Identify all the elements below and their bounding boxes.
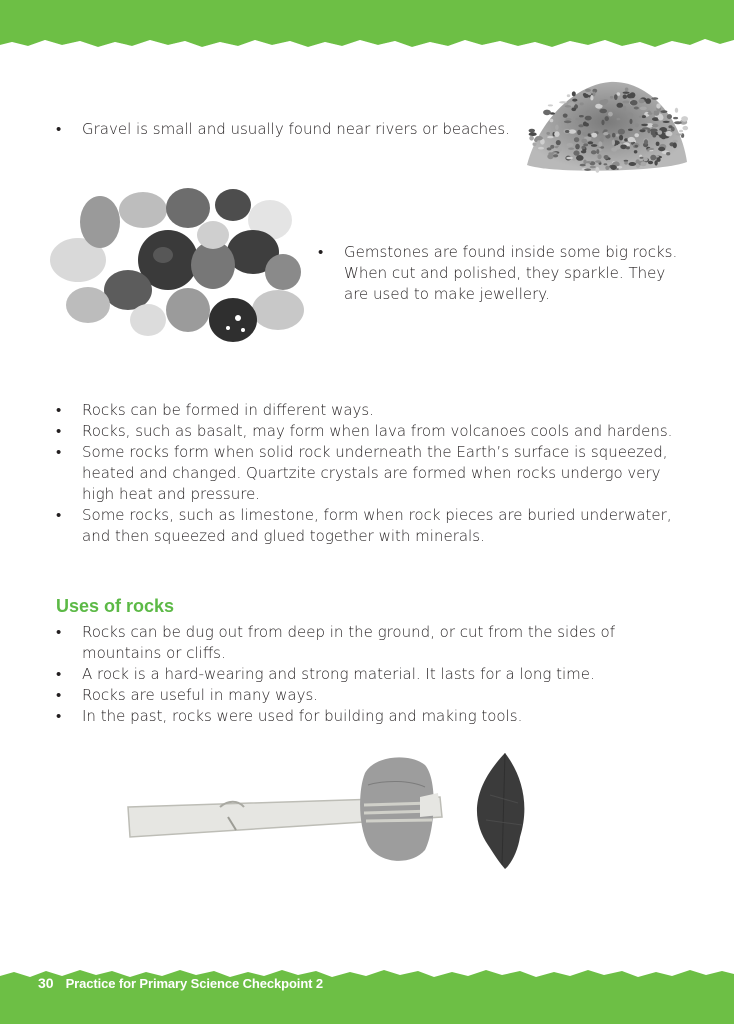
gravel-pebble [623, 106, 627, 112]
gravel-pebble [572, 91, 576, 96]
gravel-pebble [615, 145, 620, 150]
gravel-pebble [658, 147, 665, 151]
gravel-pebble [652, 134, 656, 138]
gravel-pebble [607, 160, 610, 162]
gravel-pebble [614, 94, 618, 100]
gravel-pebble [629, 162, 637, 166]
gravel-pebble [658, 115, 664, 121]
gravel-pebble [556, 140, 561, 145]
gravel-pebble [554, 131, 559, 137]
gravel-pebble [640, 157, 644, 159]
gravel-pebble [538, 147, 544, 150]
gravel-pebble [590, 166, 596, 168]
gravel-pebble [584, 169, 591, 171]
stone-tools-image [120, 745, 540, 875]
gravel-pebble [640, 107, 647, 111]
list-item: • Rocks are useful in many ways. [56, 685, 676, 706]
top-banner [0, 0, 734, 54]
gravel-pebble [634, 107, 639, 110]
gravel-pebble [547, 154, 553, 159]
gravel-pebble [652, 124, 658, 128]
list-item: • Rocks, such as basalt, may form when lava from volcanoes cools and hardens. [56, 421, 676, 442]
gravel-pebble [630, 92, 636, 98]
gravel-pebble [547, 147, 552, 150]
gravel-pebble [546, 132, 550, 135]
gravel-pebble [577, 130, 581, 135]
gravel-pebble [663, 121, 670, 123]
gravel-pebble [553, 154, 558, 157]
gravel-pebble [586, 110, 590, 116]
gravel-pebble [654, 111, 660, 116]
gravel-pebble [634, 145, 638, 148]
gravel-pebble [617, 118, 621, 120]
gravel-pebble [581, 139, 587, 144]
gravel-pebble [550, 119, 554, 123]
gravel-pebble [583, 93, 587, 96]
gravel-pebble [535, 136, 543, 140]
gravel-pebble [624, 138, 628, 141]
gravel-pebble [668, 125, 672, 128]
gravel-pebble [543, 110, 551, 116]
gravel-pebble [624, 160, 629, 162]
gravel-pebble [604, 163, 608, 165]
gravel-pebble [627, 112, 633, 118]
gravel-pebble [563, 114, 568, 118]
gravel-pebble [548, 104, 553, 106]
gravel-pebble [604, 155, 609, 159]
gravel-pebble [641, 124, 648, 126]
gravel-pebble [659, 135, 666, 138]
gravel-pebble [673, 142, 677, 148]
gravel-pebble [648, 161, 653, 165]
gravel-pebble [630, 119, 633, 124]
gravel-pebble [656, 103, 660, 108]
gravel-pebble [581, 146, 585, 150]
gemstones-image [38, 180, 304, 346]
gravel-pebble [623, 95, 627, 99]
gravel-pebble [593, 92, 596, 97]
gravel-pebble [564, 120, 572, 123]
gravel-pebble [565, 118, 571, 120]
gravel-bullets [56, 119, 516, 140]
gravel-pebble [600, 146, 604, 148]
gravel-pebble [574, 137, 579, 142]
list-item: • Some rocks, such as limestone, form when rock pieces are buried underwater, and then squeezed and glued together with minerals. [56, 505, 676, 547]
gravel-pebble [575, 144, 580, 150]
rock-formation-bullets [56, 400, 676, 547]
gravel-pebble [665, 131, 672, 137]
gravel-pebble [620, 145, 627, 150]
gravel-pebble [569, 129, 577, 133]
gravel-pebble [651, 97, 658, 100]
gravel-pebble [601, 120, 604, 126]
gravel-pebble [580, 164, 586, 167]
gravel-pebble [610, 96, 614, 99]
gravel-pebble [681, 116, 688, 122]
gravel-pebble [555, 125, 559, 131]
gravel-pebble [634, 133, 639, 137]
gravel-pebble [603, 132, 608, 135]
gravel-pebble [611, 165, 617, 170]
gravel-pebble [565, 105, 571, 107]
gravel-pebble [581, 150, 586, 153]
gravel-pebble [566, 143, 573, 147]
gravel-pebble [616, 134, 619, 137]
gravel-pebble [547, 136, 553, 138]
gravel-pebble [666, 152, 670, 155]
gravel-pebble [585, 116, 592, 121]
section-heading: Uses of rocks [56, 596, 175, 616]
gravel-pebble [639, 129, 645, 132]
gravel-pebble [605, 116, 609, 121]
gemstones-bullets [318, 242, 678, 305]
gravel-pebble [656, 142, 660, 146]
gravel-pebble [596, 149, 599, 154]
gravel-pebble [588, 131, 593, 134]
gravel-pebble [591, 144, 597, 147]
page-footer [38, 975, 323, 991]
gravel-pebble [628, 137, 636, 142]
uses-bullets [56, 622, 676, 727]
gravel-pebble [660, 110, 667, 113]
gravel-pebble [642, 115, 646, 118]
gravel-pebble [572, 99, 577, 102]
gravel-pebble [630, 100, 638, 105]
gravel-pebble [529, 136, 534, 141]
gravel-pebble [634, 150, 638, 153]
list-item: • Some rocks form when solid rock underneath the Earth’s surface is squeezed, heated and changed. Quartzite crystals are formed when rocks undergo very high heat and pressure. [56, 442, 676, 505]
gravel-pebble [585, 89, 591, 92]
list-item: • Gemstones are found inside some big rocks. When cut and polished, they sparkle. They are used to make jewellery. [318, 242, 678, 305]
gravel-pebble [578, 124, 583, 127]
gravel-pebble [529, 129, 535, 133]
gravel-pebble [608, 112, 613, 117]
list-item: • Rocks can be formed in different ways. [56, 400, 676, 421]
gravel-pebble [595, 167, 599, 173]
gravel-image [512, 70, 694, 188]
gravel-pebble [533, 142, 537, 146]
gravel-pebble [612, 140, 615, 146]
gravel-pebble [599, 109, 607, 114]
gravel-pebble [543, 128, 547, 134]
gravel-pebble [566, 157, 573, 160]
gravel-pebble [597, 154, 601, 159]
gravel-pebble [571, 108, 576, 112]
gravel-pebble [580, 102, 584, 105]
list-item: • Gravel is small and usually found near rivers or beaches. [56, 119, 516, 140]
gravel-pebble [591, 150, 597, 154]
gravel-pebble [595, 160, 601, 163]
gravel-pebble [679, 130, 683, 133]
gravel-pebble [674, 121, 682, 124]
gravel-pebble [623, 92, 630, 94]
gravel-pebble [599, 100, 607, 106]
gravel-pebble [612, 138, 619, 140]
gravel-pebble [683, 126, 689, 130]
gravel-pebble [618, 129, 625, 135]
gravel-pebble [557, 146, 562, 151]
gravel-pebble [598, 141, 602, 146]
gravel-pebble [624, 161, 628, 164]
book-title: Practice for Primary Science Checkpoint 2 [65, 976, 324, 991]
gravel-pebble [675, 108, 678, 113]
gravel-pebble [635, 123, 639, 127]
gravel-pebble [605, 166, 609, 170]
gravel-pebble [656, 158, 660, 162]
gravel-pebble [647, 149, 650, 151]
gravel-pebble [567, 94, 570, 97]
gravel-pebble [586, 161, 591, 163]
gravel-pebble [643, 157, 648, 161]
gravel-pebble [617, 103, 624, 108]
gravel-pebble [658, 130, 663, 135]
gravel-pebble [565, 130, 569, 133]
gravel-pebble [559, 101, 567, 103]
gravel-pebble [676, 133, 683, 135]
list-item: • Rocks can be dug out from deep in the ground, or cut from the sides of mountains or cliffs. [56, 622, 676, 664]
gravel-pebble [667, 114, 672, 119]
page-number: 30 [38, 975, 54, 991]
gravel-pebble [579, 115, 584, 117]
gravel-pebble [575, 118, 582, 121]
gravel-pebble [648, 112, 653, 114]
gravel-pebble [644, 139, 648, 144]
gravel-pebble [612, 133, 615, 138]
gravel-pebble [622, 101, 629, 104]
gravel-pebble [591, 133, 597, 138]
gravel-pebble [588, 141, 594, 144]
gravel-pebble [625, 88, 629, 92]
gravel-pebble [639, 116, 642, 118]
gravel-pebble [673, 117, 678, 119]
gravel-pebble [641, 162, 647, 167]
gravel-pebble [576, 155, 584, 161]
gravel-pebble [568, 148, 574, 150]
gravel-pebble [628, 129, 633, 131]
gravel-pebble [650, 129, 658, 133]
gravel-pebble [626, 146, 630, 149]
list-item: • A rock is a hard-wearing and strong material. It lasts for a long time. [56, 664, 676, 685]
list-item: • In the past, rocks were used for building and making tools. [56, 706, 676, 727]
gravel-pebble [672, 140, 677, 143]
gravel-pebble [619, 135, 623, 141]
gravel-pebble [639, 99, 645, 104]
gravel-pebble [650, 155, 656, 161]
gravel-pebble [529, 132, 537, 136]
gravel-pebble [573, 150, 579, 155]
